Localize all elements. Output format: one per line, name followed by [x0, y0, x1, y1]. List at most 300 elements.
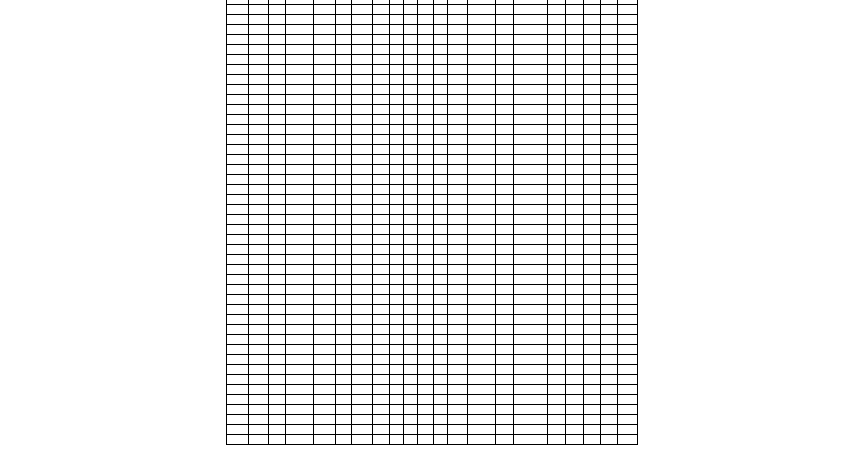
table-cell [548, 135, 566, 145]
table-cell [314, 275, 336, 285]
table-cell [314, 335, 336, 345]
table-cell [404, 65, 418, 75]
table-cell [468, 235, 496, 245]
table-cell [390, 395, 404, 405]
table-cell [269, 255, 286, 265]
table-cell [227, 355, 249, 365]
table-cell [468, 15, 496, 25]
table-cell [468, 335, 496, 345]
table-cell [434, 375, 448, 385]
table-cell [336, 105, 352, 115]
table-cell [286, 295, 314, 305]
table-cell [434, 185, 448, 195]
table-cell [390, 175, 404, 185]
table-cell [496, 305, 514, 315]
table-cell [286, 425, 314, 435]
table-cell [468, 265, 496, 275]
table-row [227, 185, 638, 195]
table-cell [336, 355, 352, 365]
table-cell [249, 55, 269, 65]
table-cell [434, 265, 448, 275]
table-cell [548, 305, 566, 315]
table-cell [373, 45, 390, 55]
table-cell [434, 295, 448, 305]
table-cell [373, 275, 390, 285]
table-cell [584, 55, 601, 65]
table-cell [227, 55, 249, 65]
table-cell [514, 305, 548, 315]
table-cell [390, 265, 404, 275]
table-cell [373, 115, 390, 125]
table-cell [286, 385, 314, 395]
table-cell [352, 345, 373, 355]
table-cell [468, 85, 496, 95]
table-cell [373, 365, 390, 375]
table-cell [548, 415, 566, 425]
table-cell [390, 405, 404, 415]
table-cell [496, 365, 514, 375]
table-cell [548, 315, 566, 325]
table-cell [336, 365, 352, 375]
table-cell [227, 15, 249, 25]
table-cell [601, 95, 618, 105]
table-cell [601, 135, 618, 145]
table-cell [548, 265, 566, 275]
table-cell [618, 215, 638, 225]
table-cell [390, 365, 404, 375]
table-cell [404, 355, 418, 365]
table-cell [514, 35, 548, 45]
table-cell [269, 195, 286, 205]
table-cell [249, 175, 269, 185]
table-cell [434, 405, 448, 415]
table-cell [314, 295, 336, 305]
table-cell [314, 415, 336, 425]
table-cell [514, 155, 548, 165]
table-cell [390, 215, 404, 225]
table-cell [418, 325, 434, 335]
table-cell [373, 15, 390, 25]
table-cell [249, 345, 269, 355]
table-cell [352, 15, 373, 25]
table-cell [601, 415, 618, 425]
table-cell [548, 85, 566, 95]
table-cell [548, 105, 566, 115]
table-cell [336, 345, 352, 355]
table-cell [548, 405, 566, 415]
table-cell [468, 415, 496, 425]
table-cell [468, 405, 496, 415]
table-cell [566, 5, 584, 15]
table-cell [373, 345, 390, 355]
table-cell [584, 245, 601, 255]
table-cell [618, 225, 638, 235]
table-cell [566, 405, 584, 415]
table-cell [601, 295, 618, 305]
table-cell [496, 195, 514, 205]
table-cell [373, 105, 390, 115]
table-cell [336, 335, 352, 345]
table-cell [373, 85, 390, 95]
table-cell [373, 155, 390, 165]
table-cell [404, 435, 418, 445]
table-cell [286, 155, 314, 165]
table-cell [390, 285, 404, 295]
table-cell [566, 285, 584, 295]
table-cell [496, 55, 514, 65]
table-cell [314, 405, 336, 415]
table-cell [601, 255, 618, 265]
table-cell [584, 425, 601, 435]
table-cell [227, 395, 249, 405]
table-cell [352, 35, 373, 45]
table-cell [249, 85, 269, 95]
table-cell [404, 395, 418, 405]
table-cell [618, 285, 638, 295]
table-cell [404, 85, 418, 95]
table-cell [286, 285, 314, 295]
table-cell [314, 155, 336, 165]
table-cell [448, 205, 468, 215]
table-cell [314, 425, 336, 435]
table-cell [227, 435, 249, 445]
table-cell [373, 285, 390, 295]
table-cell [418, 45, 434, 55]
table-cell [601, 395, 618, 405]
table-cell [373, 375, 390, 385]
table-cell [373, 235, 390, 245]
table-cell [373, 435, 390, 445]
table-cell [269, 385, 286, 395]
table-cell [601, 275, 618, 285]
table-cell [269, 375, 286, 385]
table-cell [269, 215, 286, 225]
table-cell [286, 355, 314, 365]
table-cell [336, 125, 352, 135]
table-cell [618, 345, 638, 355]
table-row [227, 75, 638, 85]
table-cell [514, 335, 548, 345]
table-cell [404, 365, 418, 375]
table-cell [249, 65, 269, 75]
table-cell [584, 125, 601, 135]
table-cell [601, 205, 618, 215]
table-cell [548, 435, 566, 445]
table-cell [618, 55, 638, 65]
table-cell [390, 55, 404, 65]
table-cell [514, 435, 548, 445]
table-cell [373, 395, 390, 405]
table-cell [352, 325, 373, 335]
table-cell [496, 435, 514, 445]
table-cell [373, 315, 390, 325]
table-cell [601, 15, 618, 25]
table-cell [618, 95, 638, 105]
table-row [227, 375, 638, 385]
table-cell [601, 285, 618, 295]
table-cell [314, 145, 336, 155]
table-cell [566, 295, 584, 305]
table-cell [468, 165, 496, 175]
table-cell [496, 325, 514, 335]
table-cell [448, 435, 468, 445]
table-cell [468, 205, 496, 215]
table-cell [548, 165, 566, 175]
table-cell [601, 55, 618, 65]
table-cell [373, 245, 390, 255]
table-cell [468, 305, 496, 315]
table-cell [314, 355, 336, 365]
table-cell [584, 15, 601, 25]
table-cell [286, 95, 314, 105]
table-cell [496, 415, 514, 425]
table-cell [373, 305, 390, 315]
table-cell [618, 205, 638, 215]
table-row [227, 285, 638, 295]
table-cell [404, 105, 418, 115]
table-cell [434, 115, 448, 125]
table-cell [352, 265, 373, 275]
table-cell [601, 35, 618, 45]
table-cell [448, 185, 468, 195]
table-cell [227, 25, 249, 35]
table-cell [336, 275, 352, 285]
table-cell [352, 415, 373, 425]
table-cell [601, 375, 618, 385]
table-cell [584, 255, 601, 265]
table-cell [448, 225, 468, 235]
table-cell [314, 325, 336, 335]
table-cell [584, 275, 601, 285]
table-cell [618, 175, 638, 185]
table-cell [336, 115, 352, 125]
ledger-table-body [227, 0, 638, 445]
table-cell [352, 65, 373, 75]
table-cell [514, 115, 548, 125]
table-cell [601, 165, 618, 175]
table-cell [448, 45, 468, 55]
table-cell [584, 75, 601, 85]
table-cell [448, 25, 468, 35]
table-cell [584, 265, 601, 275]
table-cell [566, 235, 584, 245]
table-cell [548, 395, 566, 405]
table-cell [390, 145, 404, 155]
table-cell [618, 425, 638, 435]
table-cell [404, 305, 418, 315]
table-cell [468, 435, 496, 445]
table-cell [373, 185, 390, 195]
table-cell [496, 45, 514, 55]
table-cell [584, 145, 601, 155]
table-cell [618, 185, 638, 195]
table-cell [373, 265, 390, 275]
table-cell [566, 25, 584, 35]
table-cell [434, 5, 448, 15]
table-cell [336, 95, 352, 105]
table-cell [418, 75, 434, 85]
table-cell [584, 365, 601, 375]
table-cell [336, 85, 352, 95]
table-cell [434, 65, 448, 75]
table-cell [269, 295, 286, 305]
table-cell [390, 85, 404, 95]
table-cell [314, 185, 336, 195]
table-row [227, 345, 638, 355]
table-cell [269, 345, 286, 355]
table-cell [468, 315, 496, 325]
table-cell [496, 185, 514, 195]
table-cell [352, 185, 373, 195]
table-cell [249, 75, 269, 85]
table-cell [404, 205, 418, 215]
table-cell [352, 275, 373, 285]
table-cell [468, 175, 496, 185]
table-cell [468, 25, 496, 35]
table-cell [404, 215, 418, 225]
table-cell [249, 165, 269, 175]
table-cell [373, 55, 390, 65]
table-cell [286, 185, 314, 195]
table-cell [390, 345, 404, 355]
table-cell [314, 215, 336, 225]
table-cell [314, 135, 336, 145]
table-cell [418, 425, 434, 435]
table-row [227, 435, 638, 445]
table-cell [227, 205, 249, 215]
table-cell [548, 195, 566, 205]
table-row [227, 385, 638, 395]
table-cell [468, 355, 496, 365]
table-cell [548, 385, 566, 395]
table-cell [514, 225, 548, 235]
table-cell [249, 235, 269, 245]
table-cell [566, 195, 584, 205]
table-cell [434, 245, 448, 255]
table-cell [601, 325, 618, 335]
table-cell [548, 275, 566, 285]
table-cell [418, 195, 434, 205]
table-cell [314, 115, 336, 125]
table-cell [418, 175, 434, 185]
table-cell [548, 245, 566, 255]
table-cell [514, 145, 548, 155]
table-cell [404, 35, 418, 45]
table-cell [249, 415, 269, 425]
table-cell [434, 205, 448, 215]
table-cell [373, 385, 390, 395]
table-cell [373, 165, 390, 175]
table-cell [336, 435, 352, 445]
table-cell [618, 165, 638, 175]
table-cell [448, 375, 468, 385]
table-row [227, 125, 638, 135]
table-cell [418, 355, 434, 365]
table-cell [618, 405, 638, 415]
table-cell [249, 395, 269, 405]
table-cell [418, 315, 434, 325]
table-cell [514, 385, 548, 395]
table-cell [390, 185, 404, 195]
table-cell [468, 245, 496, 255]
table-row [227, 45, 638, 55]
table-cell [584, 95, 601, 105]
table-cell [618, 245, 638, 255]
table-cell [514, 135, 548, 145]
table-cell [373, 255, 390, 265]
table-cell [468, 385, 496, 395]
table-cell [496, 85, 514, 95]
table-cell [601, 225, 618, 235]
table-row [227, 25, 638, 35]
table-cell [336, 185, 352, 195]
table-cell [418, 255, 434, 265]
table-cell [548, 225, 566, 235]
table-cell [566, 245, 584, 255]
table-cell [352, 375, 373, 385]
table-cell [496, 165, 514, 175]
table-cell [227, 235, 249, 245]
table-cell [448, 95, 468, 105]
table-cell [448, 165, 468, 175]
table-cell [601, 405, 618, 415]
table-cell [618, 265, 638, 275]
table-cell [448, 315, 468, 325]
table-cell [496, 105, 514, 115]
table-cell [249, 195, 269, 205]
table-cell [448, 35, 468, 45]
table-cell [390, 335, 404, 345]
table-cell [269, 145, 286, 155]
table-cell [404, 325, 418, 335]
table-cell [468, 135, 496, 145]
table-row [227, 115, 638, 125]
table-cell [618, 305, 638, 315]
table-cell [434, 325, 448, 335]
table-cell [584, 385, 601, 395]
table-cell [314, 245, 336, 255]
table-cell [352, 75, 373, 85]
table-cell [601, 365, 618, 375]
table-row [227, 205, 638, 215]
table-cell [566, 205, 584, 215]
table-cell [618, 15, 638, 25]
table-cell [404, 425, 418, 435]
table-cell [566, 175, 584, 185]
table-cell [584, 165, 601, 175]
table-cell [434, 145, 448, 155]
table-cell [373, 25, 390, 35]
table-cell [496, 265, 514, 275]
table-cell [314, 235, 336, 245]
table-cell [404, 245, 418, 255]
table-cell [227, 135, 249, 145]
table-cell [404, 185, 418, 195]
table-cell [269, 125, 286, 135]
table-cell [448, 175, 468, 185]
table-cell [514, 365, 548, 375]
table-cell [496, 285, 514, 295]
table-cell [269, 395, 286, 405]
table-cell [434, 315, 448, 325]
table-cell [418, 15, 434, 25]
table-row [227, 405, 638, 415]
table-cell [548, 75, 566, 85]
table-cell [468, 155, 496, 165]
table-cell [227, 165, 249, 175]
table-cell [286, 275, 314, 285]
table-cell [434, 85, 448, 95]
